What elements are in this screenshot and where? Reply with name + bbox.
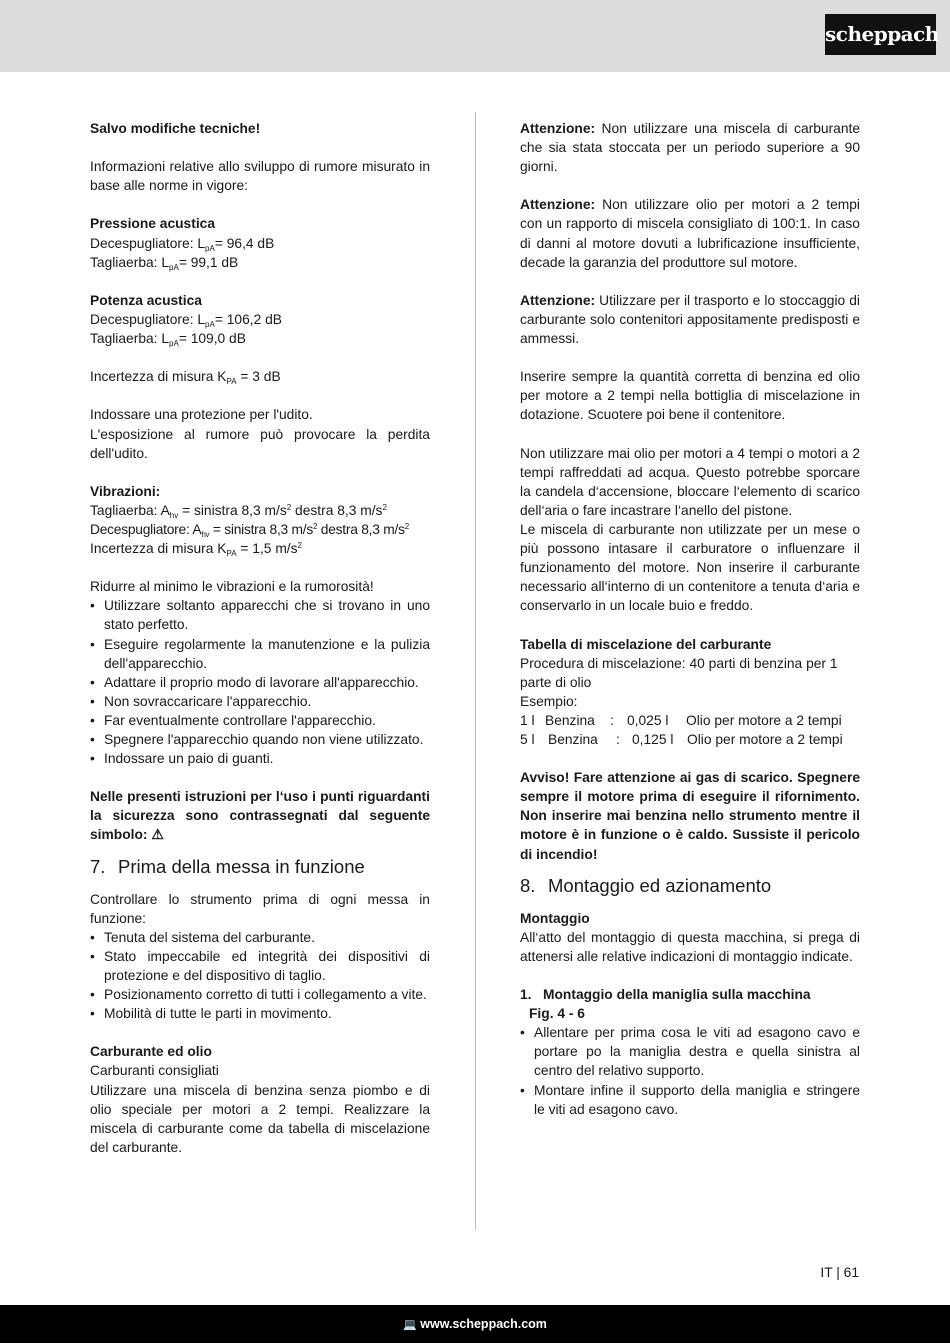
list-item: • Tenuta del sistema del carburante. — [90, 928, 430, 947]
vibration-mower: Tagliaerba: $A_{hv}$ = sinistra 8,3 $m/s^2$ destra 8,3 $m/s^2$ — [90, 502, 387, 520]
example-label: Esempio: — [520, 693, 578, 709]
column-divider — [475, 112, 476, 1230]
footer-bar — [0, 1305, 950, 1343]
noise-intro: Informazioni relative allo sviluppo di rumore misurato in base alle norme in vigore: — [90, 159, 430, 194]
mixing-instruction: Inserire sempre la quantità corretta di benzina ed olio per motore a 2 tempi nella bottiglia di miscelazione in dotazione. Scuotere poi bene il contenitore. — [520, 369, 860, 423]
warning-storage: Attenzione: Non utilizzare una miscela di carburante che sia stata stoccata per un periodo superiore a 90 giorni. — [520, 121, 860, 175]
pressure-heading: Pressione acustica — [90, 216, 216, 232]
list-item: • Stato impeccabile ed integrità dei dispositivi di protezione e del dispositivo di taglio. — [90, 947, 430, 985]
hearing-warning: L'esposizione al rumore può provocare la perdita dell'udito. — [90, 426, 430, 461]
technical-note: Salvo modifiche tecniche! — [90, 121, 261, 136]
assembly-text: All‘atto del montaggio di questa macchina, si prega di attenersi alle relative indicazioni di montaggio indicate. — [520, 929, 860, 964]
power-mower: Tagliaerba: $L_{pA}= 109,0$ dB — [90, 331, 246, 349]
list-item: • Far eventualmente controllare l'apparecchio. — [90, 711, 430, 730]
vibration-tips-list — [90, 596, 430, 768]
uncertainty-noise: Incertezza di misura $K_{PA} = 3$ dB — [90, 369, 281, 387]
warning-oil-ratio: Attenzione: Non utilizzare olio per motori a 2 tempi con un rapporto di miscela consigliato di 100:1. In caso di danni al motore dovuti a lubrificazione insufficiente, decade la garanzia del produttore sul motore. — [520, 197, 860, 270]
mix-procedure: Procedura di miscelazione: 40 parti di benzina per 1 parte di olio — [520, 655, 838, 690]
page-number: IT | 61 — [820, 1265, 859, 1280]
vibration-heading: Vibrazioni: — [90, 483, 161, 499]
warning-containers: Attenzione: Utilizzare per il trasporto e lo stoccaggio di carburante solo contenitori appositamente predisposti e ammessi. — [520, 292, 860, 347]
uncertainty-vibration: Incertezza di misura $K_{PA} = 1,5$ $m/s^2$ — [90, 541, 302, 559]
fuel-subheading: Carburanti consigliati — [90, 1063, 219, 1079]
mixture-storage: Le miscela di carburante non utilizzate per un mese o più possono intasare il carburatore o influenzare il funzionamento del motore. Non inserire il carburante necessario all‘interno di un contenitore a tenuta d‘aria e conservarlo in un locale buio e freddo. — [520, 521, 860, 614]
list-item: • Adattare il proprio modo di lavorare all'apparecchio. — [90, 673, 430, 692]
mix-table-heading: Tabella di miscelazione del carburante — [520, 636, 772, 652]
scheppach-logo: scheppach — [825, 14, 936, 55]
pressure-mower: Tagliaerba: $L_{pA}= 99,1$ dB — [90, 254, 239, 272]
step-1-list — [520, 1023, 860, 1118]
fuel-heading: Carburante ed olio — [90, 1044, 212, 1060]
list-item: • Spegnere l'apparecchio quando non viene utilizzato. — [90, 730, 430, 749]
list-item: • Allentare per prima cosa le viti ad esagono cavo e portare po la maniglia destra e quella sinistra al centro del relativo supporto. — [520, 1023, 860, 1080]
list-item: • Mobilità di tutte le parti in movimento. — [90, 1004, 430, 1023]
mix-table-row: 1 l Benzina : 0,025 l Olio per motore a 2 tempi — [520, 712, 842, 728]
power-heading: Potenza acustica — [90, 292, 202, 308]
hearing-protection: Indossare una protezione per l'udito. — [90, 407, 313, 423]
safety-symbol-note: Nelle presenti istruzioni per l‘uso i punti riguardanti la sicurezza sono contrassegnati dal seguente simbolo: ⚠ — [90, 789, 430, 843]
section-7-heading: 7. Prima della messa in funzione — [90, 855, 365, 877]
assembly-heading: Montaggio — [520, 910, 590, 926]
list-item: • Posizionamento corretto di tutti i collegamento a vite. — [90, 985, 430, 1004]
list-item: • Eseguire regolarmente la manutenzione e la pulizia dell'apparecchio. — [90, 635, 430, 673]
fuel-text: Utilizzare una miscela di benzina senza piombo e di olio speciale per motori a 2 tempi. Realizzare la miscela di carburante come da tabella di miscelazione del carburante. — [90, 1082, 430, 1155]
reduce-note: Ridurre al minimo le vibrazioni e la rumorosità! — [90, 579, 374, 595]
computer-icon: 💻 — [403, 1319, 417, 1331]
check-intro: Controllare lo strumento prima di ogni messa in funzione: — [90, 891, 430, 926]
vibration-trimmer: Decespugliatore: $A_{hv}$ = sinistra 8,3 $m/s^2$ destra 8,3 $m/s^2$ — [90, 521, 409, 539]
website-link[interactable]: www.scheppach.com — [420, 1317, 547, 1331]
list-item: • Non sovraccaricare l'apparecchio. — [90, 692, 430, 711]
mix-table-row: 5 l Benzina : 0,125 l Olio per motore a 2 tempi — [520, 732, 843, 747]
check-list — [90, 928, 430, 1023]
section-8-heading: 8. Montaggio ed azionamento — [520, 874, 772, 896]
step-1-figure-ref: Fig. 4 - 6 — [529, 1006, 585, 1022]
pressure-trimmer: Decespugliatore: $L_{pA}= 96,4$ dB — [90, 235, 275, 253]
list-item: • Utilizzare soltanto apparecchi che si trovano in uno stato perfetto. — [90, 596, 430, 634]
right-column — [520, 119, 860, 1119]
warning-icon: ⚠ — [151, 827, 164, 843]
oil-warning: Non utilizzare mai olio per motori a 4 tempi o motori a 2 tempi raffreddati ad acqua. Questo potrebbe sporcare la candela d‘accensione, bloccare l‘elemento di scarico dell‘aria o fare incastrare l‘anello del pistone. — [520, 445, 860, 518]
step-1-heading: 1. Montaggio della maniglia sulla macchina — [520, 987, 811, 1003]
exhaust-warning: Avviso! Fare attenzione ai gas di scarico. Spegnere sempre il motore prima di eseguire il rifornimento. Non inserire mai benzina nello strumento mentre il motore è in funzione o è caldo. Sussiste il pericolo di incendio! — [520, 770, 860, 862]
header-bar — [0, 0, 950, 72]
left-column — [90, 119, 430, 1157]
power-trimmer: Decespugliatore: $L_{pA}= 106,2$ dB — [90, 311, 282, 329]
list-item: • Indossare un paio di guanti. — [90, 749, 430, 768]
list-item: • Montare infine il supporto della maniglia e stringere le viti ad esagono cavo. — [520, 1081, 860, 1119]
